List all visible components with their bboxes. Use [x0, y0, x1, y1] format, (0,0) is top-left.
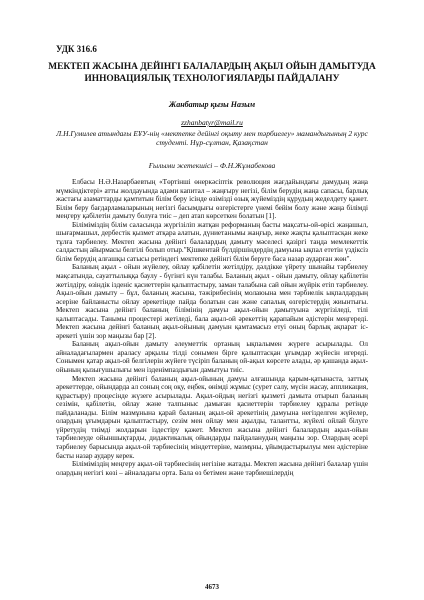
body-paragraph: Елбасы Н.Ә.Назарбаевтың «Төртінші өнеркәсіптік революция жағдайындағы дамудың жаңа мүмкіндіктері» атты жолдауында адами капитал – жаңғыру негізі, білім берудің жаңа сапасы, барлық жастағы азаматтарды қамтитын білім беру ісінде өзімізді өзық жүйеміздің құрудың жеделдету қажет. Білім беру бағдарламаларының негізгі басымдығы өзгерістерге үнемі бейім болу және жаңа білімді меңгеру қабілетін дамыту болуға тиіс – деп атап көрсеткен болатын [1]. — [56, 178, 368, 221]
body-paragraph: Біліміміздің білім саласында жүргізіліп жатқан реформаның басты мақсаты-ой-өрісі жаңашыл, шығармашыл, дербестік қызмет атқара алатын, дүниетанымы жаңғыр, жеке жақты қалыптасқан жеке тұлға тәрбиелеу. Мектеп жасына дейінгі балалардың дамыту мәселесі қазіргі таңда мемлекеттік салдастың айырмасы белгілі болып отыр."Қішкентай бүлдіршіндердің дамуына ықпал ететін үздіксіз білім берудің алғашқы сатысы ретіндегі мектепке дейінгі білім беруге баса назар аударған жөн". — [56, 220, 368, 263]
author-affiliation: Л.Н.Гумилев атындағы ЕҰУ-нің «мектепке дейінгі оқыту мен тәрбиелеу» мамандығының 2 курс студенті. Нұр-сұлтан, Қазақстан — [56, 129, 368, 147]
article-title: МЕКТЕП ЖАСЫНА ДЕЙІНГІ БАЛАЛАРДЫҢ АҚЫЛ ОЙЫН ДАМЫТУДА ИННОВАЦИЯЛЫҚ ТЕХНОЛОГИЯЛАРДЫ ПАЙДАЛАНУ — [48, 62, 376, 84]
author-name: Жанбатыр қызы Назым — [168, 100, 256, 109]
page-number: 4673 — [205, 583, 219, 591]
body-paragraph: Баланың ақыл-ойын дамыту әлеуметтік ортаның ықпалымен жүреге асырылады. Ол айналадағылармен араласу арқылы тілді сонымен бірге қалыптасқан ұғымдар жүйесін игереді. Сонымен қатар ақыл-ой белгілерін жүйеге түсіріп баланың ой-ақыл көрсете алады, әр қашанда ақыл-ойының қызығушылығы мен ізденімпаздығын дамытуы тиіс. — [56, 340, 368, 375]
body-paragraph: Біліміміздің меңгеру ақыл-ой тәрбиесінің негізіне жатады. Мектеп жасына дейінгі балалар үшін олардың негізгі көзі – айналадағы орта. Бала өз бетімен және тәрбиешілердің — [56, 460, 368, 477]
author-email-link[interactable]: zzhanbatyr@mail.ru — [181, 118, 243, 127]
body-paragraph: Мектеп жасына дейінгі баланың ақыл-ойының дамуы алғашында қарым-қатынаста, заттық әрекеттерде, ойындарда ал соның соң оқу, еңбек, өнімді жұмыс (сурет салу, мүсін жасау, аппликация, құрастыру) процесінде жүзеге асырылады. Ақыл-ойдың негізгі қызметі дамыта отырып баланың сезімін, қабілетін, ойлау және талпыныс дамыған қасиеттерін тәрбиелеу құралы ретінде пайдаланады. Білім мазмұнына қарай баланың ақыл-ой әрекетінің дамуына негізделген жүйелер, олардың ұғымдарын қалыптастыру, сезім мен ойлау мен ақылды, талантты, жүйелі ойлай білуге үйретудің тиімді жолдарын іздестіру қажет. Мектеп жасына дейінгі балалардың ақыл-ойын тәрбиелеуде ойыншықтарды, дидактикалық ойындарды пайдаланудың маңызы зор. Олардың әсері тәрбиелеу барысында ақыл-ой тәрбиесінің міндеттеріне, мазмұны, ұйымдастырылуы мен әдістеріне басты назар аудару керек. — [56, 374, 368, 460]
udc-code: УДК 316.6 — [56, 44, 97, 54]
article-body — [56, 178, 368, 477]
body-paragraph: Баланың ақыл - ойын жүйелеу, ойлау қабілетін жетілдіру, дәлдікке үйрету шынайы тәрбиелеу мақсатында, сауаттылыққа баулу - бүгінгі күн талабы. Баланың ақыл - ойын дамыту, ойлау қабілетін жетілдіру, өзіндік ізденіс қасиеттерін қалыптастыру, заман талабына сай ойын жүйрік етіп тәрбиелеу. Ақыл-ойын дамыту – бұл, баланың жасына, тәжірибесінің молаюына мен тәрбиелік ықпалдардың әсеріне байланысты ойлау әрекетінде пайда болатын сан және сапалық өзгерістердің жиынтығы. Мектеп жасына дейінгі баланың білімінің дамуы ақыл-ойын дамытуына жүргізіледі, тілі қалыптасады. Танымы процестері жетіледі, бала ақыл-ой әрекеттің қарапайым әдістерін меңгереді. Мектеп жасына дейінгі баланың ақыл-ойының дамуын қамтамасыз етуі оның барлық ақпарат іс-әрекеті үшін зор маңызы бар [2]. — [56, 263, 368, 340]
scientific-supervisor: Ғылыми жетекшісі – Ф.Н.Жұмабекова — [148, 161, 276, 170]
